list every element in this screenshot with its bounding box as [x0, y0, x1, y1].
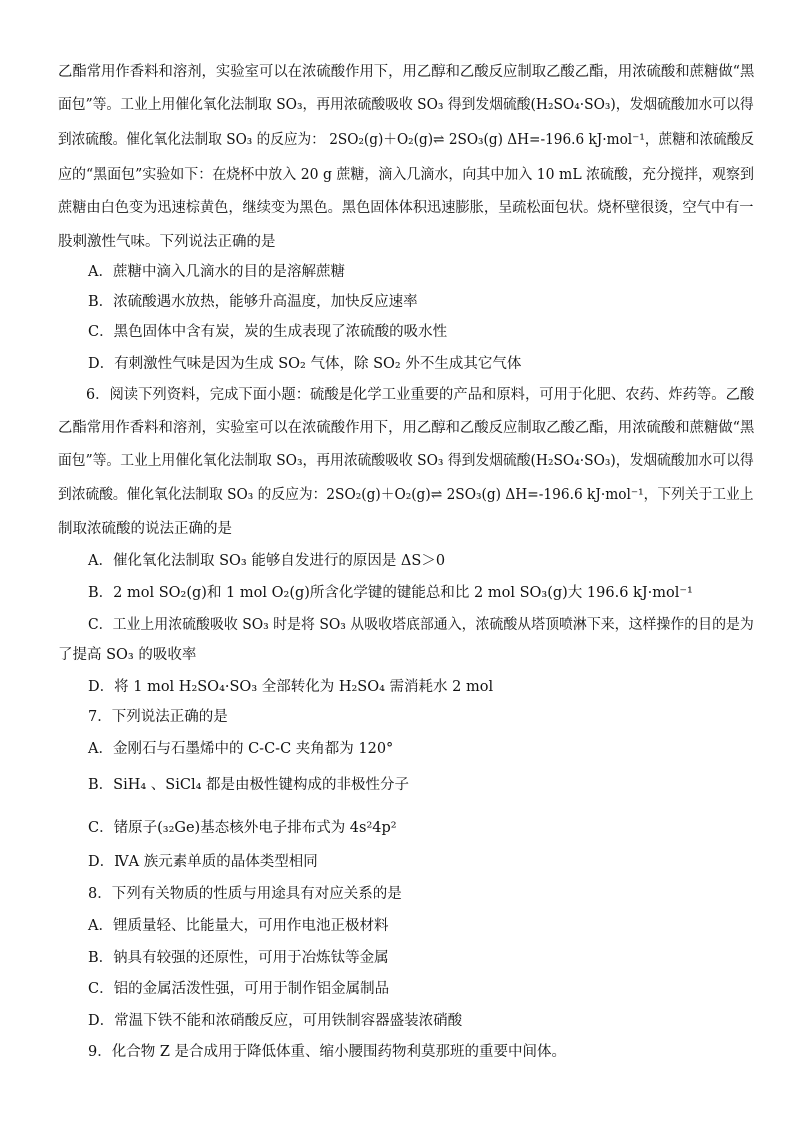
- q6-option-c-continued: 了提高 SO₃ 的吸收率: [58, 647, 197, 663]
- intro-line: 应的“黑面包”实验如下：在烧杯中放入 20 g 蔗糖，滴入几滴水，向其中加入 10 mL 浓硫酸，充分搅拌，观察到: [58, 167, 755, 183]
- q6-stem-line: 乙酯常用作香料和溶剂，实验室可以在浓硫酸作用下，用乙醇和乙酸反应制取乙酸乙酯，用浓硫酸和蔗糖做“黑: [58, 420, 755, 436]
- intro-line: 股刺激性气味。下列说法正确的是: [58, 234, 276, 250]
- q7-option-c: C．锗原子(₃₂Ge)基态核外电子排布式为 4s²4p²: [88, 820, 397, 836]
- q7-option-d: D．ⅣA 族元素单质的晶体类型相同: [88, 854, 318, 870]
- q5-option-c: C．黑色固体中含有炭，炭的生成表现了浓硫酸的吸水性: [88, 324, 448, 340]
- q8-option-c: C．铝的金属活泼性强，可用于制作铝金属制品: [88, 981, 390, 997]
- q8-stem: 8．下列有关物质的性质与用途具有对应关系的是: [88, 886, 402, 902]
- q6-stem-line: 面包”等。工业上用催化氧化法制取 SO₃，再用浓硫酸吸收 SO₃ 得到发烟硫酸(H₂SO₄·SO₃)，发烟硫酸加水可以得: [58, 453, 754, 469]
- intro-line: 到浓硫酸。催化氧化法制取 SO₃ 的反应为： 2SO₂(g)＋O₂(g)⇌ 2SO₃(g) ΔH=-196.6 kJ·mol⁻¹，蔗糖和浓硫酸反: [58, 132, 755, 148]
- q6-stem-line: 到浓硫酸。催化氧化法制取 SO₃ 的反应为：2SO₂(g)＋O₂(g)⇌ 2SO₃(g) ΔH=-196.6 kJ·mol⁻¹，下列关于工业上: [58, 487, 754, 503]
- q7-stem: 7．下列说法正确的是: [88, 709, 228, 725]
- q8-option-d: D．常温下铁不能和浓硝酸反应，可用铁制容器盛装浓硝酸: [88, 1013, 463, 1029]
- q8-option-a: A．锂质量轻、比能量大，可用作电池正极材料: [88, 918, 389, 934]
- q6-option-a: A．催化氧化法制取 SO₃ 能够自发进行的原因是 ΔS＞0: [88, 553, 446, 569]
- q5-option-b: B．浓硫酸遇水放热，能够升高温度，加快反应速率: [88, 294, 418, 310]
- q5-option-a: A．蔗糖中滴入几滴水的目的是溶解蔗糖: [88, 264, 345, 280]
- q7-option-a: A．金刚石与石墨烯中的 C-C-C 夹角都为 120°: [88, 741, 394, 757]
- q7-option-b: B．SiH₄ 、SiCl₄ 都是由极性键构成的非极性分子: [88, 777, 410, 793]
- q6-option-c: C．工业上用浓硫酸吸收 SO₃ 时是将 SO₃ 从吸收塔底部通入，浓硫酸从塔顶喷淋下来，这样操作的目的是为: [88, 617, 754, 633]
- intro-line: 乙酯常用作香料和溶剂，实验室可以在浓硫酸作用下，用乙醇和乙酸反应制取乙酸乙酯，用浓硫酸和蔗糖做“黑: [58, 64, 755, 80]
- q6-option-d: D．将 1 mol H₂SO₄·SO₃ 全部转化为 H₂SO₄ 需消耗水 2 mol: [88, 679, 494, 695]
- q6-stem-line: 6．阅读下列资料，完成下面小题：硫酸是化学工业重要的产品和原料，可用于化肥、农药、炸药等。乙酸: [86, 387, 755, 403]
- q9-stem: 9．化合物 Z 是合成用于降低体重、缩小腰围药物利莫那班的重要中间体。: [88, 1044, 567, 1060]
- intro-line: 蔗糖由白色变为迅速棕黄色，继续变为黑色。黑色固体体积迅速膨胀，呈疏松面包状。烧杯壁很烫，空气中有一: [58, 200, 754, 216]
- q8-option-b: B．钠具有较强的还原性，可用于冶炼钛等金属: [88, 950, 389, 966]
- q5-option-d: D．有刺激性气味是因为生成 SO₂ 气体，除 SO₂ 外不生成其它气体: [88, 356, 522, 372]
- q6-stem-line: 制取浓硫酸的说法正确的是: [58, 521, 232, 537]
- q6-option-b: B．2 mol SO₂(g)和 1 mol O₂(g)所含化学键的键能总和比 2 mol SO₃(g)大 196.6 kJ·mol⁻¹: [88, 585, 693, 601]
- intro-line: 面包”等。工业上用催化氧化法制取 SO₃，再用浓硫酸吸收 SO₃ 得到发烟硫酸(H₂SO₄·SO₃)，发烟硫酸加水可以得: [58, 97, 754, 113]
